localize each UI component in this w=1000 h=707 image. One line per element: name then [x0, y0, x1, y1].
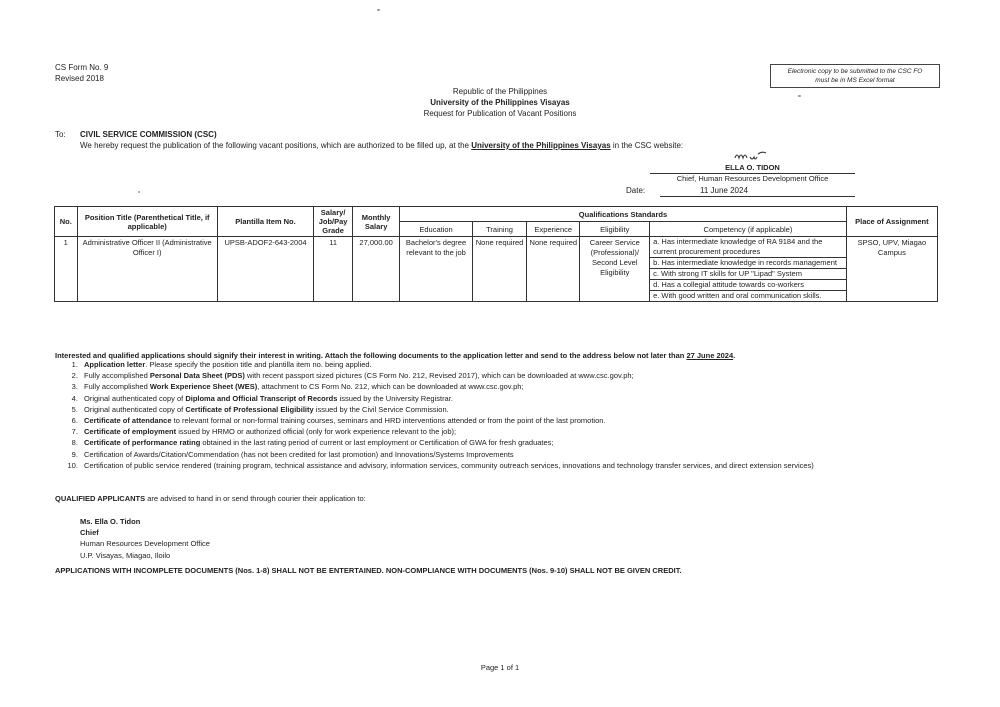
doc-text: obtained in the last rating period of current or last employment or Certification of GWA for fresh graduates; — [200, 438, 554, 448]
qualifications-header: Qualifications Standards — [400, 207, 847, 222]
doc-bold: Certificate of performance rating — [84, 438, 201, 448]
doc-text: , attachment to CS Form No. 212, which can be downloaded at www.csc.gov.ph; — [257, 382, 524, 392]
col-salary-grade-header: Salary/ Job/Pay Grade — [314, 207, 353, 237]
list-item — [80, 381, 960, 392]
address-office: Human Resources Development Office — [80, 539, 210, 549]
doc-text: to relevant formal or non-formal training courses, seminars and HRD interventions attended or from the point of the last promotion. — [171, 416, 606, 426]
doc-text: Certification of public service rendered (training program, technical assistance and advisory, information services, community outreach services, innovations and technology transfer services, and direct extension services) — [84, 460, 814, 470]
col-no-header: No. — [55, 207, 78, 237]
col-experience-header: Experience — [527, 222, 580, 237]
col-assignment-header: Place of Assignment — [846, 207, 937, 237]
doc-text: Certification of Awards/Citation/Commendation (has not been credited for last promotion) and Innovations/Systems Improvements — [84, 449, 514, 459]
list-item — [80, 449, 960, 460]
excel-copy-note — [770, 64, 940, 88]
qualified-applicants-note — [55, 494, 366, 503]
page-number: Page 1 of 1 — [480, 663, 520, 672]
document-header — [0, 86, 1000, 119]
col-monthly-salary-header: Monthly Salary — [353, 207, 400, 237]
competency-item: c. With strong IT skills for UP "Lipad" System — [650, 269, 846, 280]
doc-bold: Application letter — [84, 360, 146, 369]
cell-plantilla: UPSB-ADOF2-643-2004 — [217, 237, 313, 302]
competency-item: a. Has intermediate knowledge of RA 9184 and the current procurement procedures — [650, 237, 846, 258]
cell-experience: None required — [527, 237, 580, 302]
scan-speck — [377, 9, 380, 11]
doc-text: . Please specify the position title and plantilla item no. being applied. — [145, 360, 372, 369]
competency-item: d. Has a collegial attitude towards co-workers — [650, 280, 846, 291]
document-subtitle: Request for Publication of Vacant Positions — [423, 109, 577, 118]
doc-bold: Work Experience Sheet (WES) — [149, 382, 258, 392]
republic-line: Republic of the Philippines — [452, 87, 548, 96]
doc-text: issued by the Civil Service Commission. — [313, 404, 449, 414]
excel-note-line1: Electronic copy to be submitted to the CSC FO — [787, 68, 923, 75]
qualified-text: are advised to hand in or send through courier their application to: — [145, 494, 366, 503]
list-item — [80, 437, 960, 448]
list-item — [80, 404, 960, 415]
form-number: CS Form No. 9 — [55, 63, 109, 72]
to-label: To: — [55, 130, 66, 139]
doc-text: issued by the University Registrar. — [337, 393, 453, 403]
cell-position: Administrative Officer II (Administrative Officer I) — [77, 237, 217, 302]
list-item — [80, 460, 960, 471]
request-text-before: We hereby request the publication of the following vacant positions, which are authorized to be filled up, at the — [80, 141, 472, 150]
doc-text: issued by HRMO or authorized official (only for work experience relevant to the job); — [176, 427, 457, 437]
date-value: 11 June 2024 — [700, 186, 748, 195]
cell-monthly-salary: 27,000.00 — [353, 237, 400, 302]
doc-pre: Original authenticated copy of — [84, 404, 186, 414]
address-name: Ms. Ella O. Tidon — [80, 517, 141, 526]
signatory-title: Chief, Human Resources Development Office — [676, 174, 829, 183]
signatory-name: ELLA O. TIDON — [650, 163, 855, 174]
date-label: Date: — [626, 186, 646, 195]
university-line: University of the Philippines Visayas — [430, 98, 570, 107]
list-item — [80, 426, 960, 437]
excel-note-line2: must be in MS Excel format — [815, 77, 895, 84]
doc-pre: Fully accomplished — [84, 382, 150, 392]
col-position-header: Position Title (Parenthetical Title, if applicable) — [77, 207, 217, 237]
request-university: University of the Philippines Visayas — [471, 141, 611, 150]
required-documents-list — [55, 359, 960, 471]
list-item — [80, 393, 960, 404]
col-competency-header: Competency (if applicable) — [650, 222, 847, 237]
qualified-bold: QUALIFIED APPLICANTS — [55, 494, 146, 503]
interest-end: . — [733, 351, 736, 360]
date-underline — [660, 196, 855, 197]
doc-pre: Original authenticated copy of — [84, 393, 186, 403]
col-eligibility-header: Eligibility — [580, 222, 650, 237]
interest-text: Interested and qualified applications should signify their interest in writing. Attach the following documents to the application letter and send to the address below not later than — [55, 351, 687, 360]
application-deadline: 27 June 2024 — [686, 351, 734, 360]
form-identifier — [55, 62, 108, 84]
mailing-address — [80, 516, 210, 561]
competency-item: b. Has intermediate knowledge in records management — [650, 258, 846, 269]
doc-text: with recent passport sized pictures (CS Form No. 212, Revised 2017), which can be downloaded at www.csc.gov.ph; — [244, 371, 634, 381]
request-text-after: in the CSC website: — [610, 141, 684, 150]
doc-bold: Certificate of Professional Eligibility — [185, 404, 314, 414]
doc-bold: Diploma and Official Transcript of Records — [185, 393, 338, 403]
doc-pre: Fully accomplished — [84, 371, 150, 381]
cell-no: 1 — [55, 237, 78, 302]
doc-bold: Certificate of attendance — [84, 416, 172, 426]
addressee-agency: CIVIL SERVICE COMMISSION (CSC) — [80, 130, 217, 139]
address-position: Chief — [80, 528, 99, 538]
col-education-header: Education — [400, 222, 473, 237]
competency-item: e. With good written and oral communication skills. — [653, 291, 822, 300]
form-revision: Revised 2018 — [55, 74, 104, 83]
cell-salary-grade: 11 — [314, 237, 353, 302]
scan-speck — [138, 191, 140, 193]
list-item — [80, 370, 960, 381]
signature-initials — [732, 148, 772, 164]
list-item — [80, 359, 960, 370]
cell-training: None required — [472, 237, 526, 302]
doc-bold: Certificate of employment — [84, 427, 177, 437]
signatory-block — [650, 163, 855, 184]
cell-education: Bachelor's degree relevant to the job — [400, 237, 473, 302]
cell-competency — [650, 237, 847, 302]
col-plantilla-header: Plantilla Item No. — [217, 207, 313, 237]
incomplete-documents-warning: APPLICATIONS WITH INCOMPLETE DOCUMENTS (Nos. 1-8) SHALL NOT BE ENTERTAINED. NON-COMPLIANCE WITH DOCUMENTS (Nos. 9-10) SHALL NOT BE GIVEN CREDIT. — [55, 566, 682, 575]
doc-bold: Personal Data Sheet (PDS) — [149, 371, 245, 381]
cell-eligibility: Career Service (Professional)/ Second Level Eligibility — [580, 237, 650, 302]
col-training-header: Training — [472, 222, 526, 237]
vacant-positions-table — [54, 206, 938, 302]
address-location: U.P. Visayas, Miagao, Iloilo — [80, 550, 171, 560]
cell-assignment: SPSO, UPV, Miagao Campus — [846, 237, 937, 302]
request-statement — [80, 141, 683, 150]
table-row — [55, 237, 938, 302]
list-item — [80, 415, 960, 426]
